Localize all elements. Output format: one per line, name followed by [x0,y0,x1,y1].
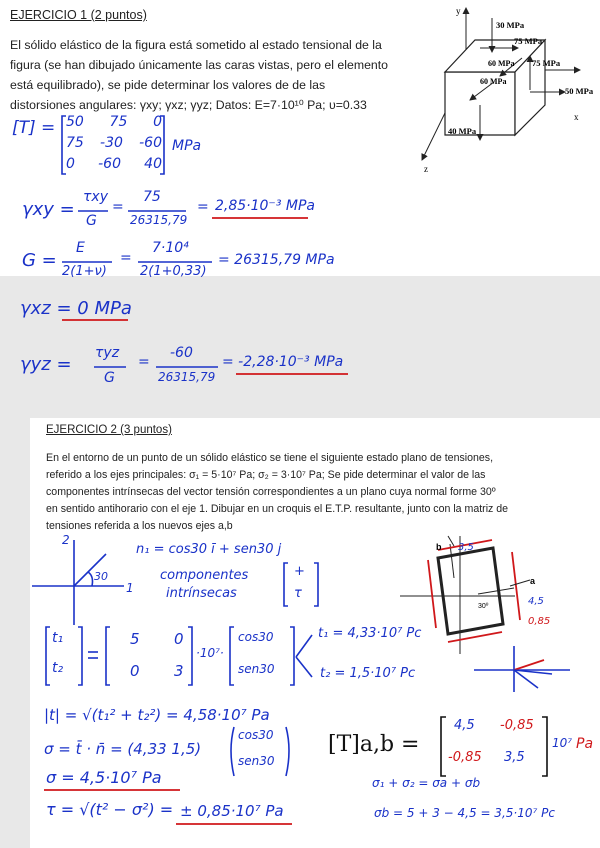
value-3-5: 3,5 [458,542,474,553]
label-50mpa: 50 MPa [565,86,594,96]
statement-line: El sólido elástico de la figura está sometido al estado tensional de la [10,38,382,52]
matrix-cell: 50 [66,114,84,130]
exercise-2-sheet [30,418,600,848]
statement-line: referido a los ejes principales: σ₁ = 5·10⁷ Pa; σ₂ = 3·10⁷ Pa; Se pide determinar el valor de las [46,469,486,481]
g-lhs: G = [22,250,57,271]
label-x: x [574,112,579,122]
axis-1-label: 1 [126,581,134,595]
gxy-lhs: γxy = [22,199,75,220]
g-den: 2(1+ν) [62,264,107,279]
statement-line: distorsiones angulares: γxy; γxz; γyz; Datos: E=7·10¹⁰ Pa; υ=0.33 [10,98,367,112]
gxy-eq: = [112,199,124,215]
tab-power: 10⁷ [552,736,573,750]
exercise-1-title: EJERCICIO 1 (2 puntos) [10,8,147,22]
gyz-den: G [104,370,115,386]
sn-sen30: sen30 [238,754,275,768]
value-0-85: 0,85 [528,616,551,627]
cos30: cos30 [238,630,274,644]
t2-symbol: t₂ [52,660,64,676]
tab-label: [T]a,b = [328,732,420,757]
ex2-underlines [30,418,600,848]
axis-b-label: b [436,542,442,552]
statement-line: figura (se han dibujado únicamente las caras vistas, pero el elemento [10,58,389,72]
sig-matrix-cell: 0 [174,630,184,648]
power-factor: ·10⁷· [196,646,224,660]
statement-line: En el entorno de un punto de un sólido elástico se tiene el siguiente estado plano de tensiones, [46,452,494,464]
matrix-cell: 0 [66,156,75,172]
tab-cell: -0,85 [500,718,534,733]
matrix-cell: 40 [144,156,162,172]
gyz-lhs: γyz = [20,354,72,375]
sigma-dot-equation: σ = t̄ · n̄ = (4,33 1,5) [44,740,202,758]
tab-cell: 4,5 [454,718,475,733]
statement-line: componentes intrínsecas del vector tensión correspondientes a un plano cuya normal forme 30º [46,486,496,498]
sen30: sen30 [238,662,275,676]
gyz-num2: -60 [170,345,193,361]
tau-result: ± 0,85·10⁷ Pa [180,802,284,820]
sig-matrix-cell: 5 [130,630,140,648]
tau-equation: τ = √(t² − σ²) = [46,800,174,819]
t1-result: t₁ = 4,33·10⁷ Pc [318,626,422,641]
tab-unit: Pa [576,736,594,752]
exercise-2-title: EJERCICIO 2 (3 puntos) [46,424,172,436]
gxz-equation: γxz = 0 MPa [20,298,132,319]
matrix-label: [T] = [12,118,56,138]
modulus-equation: |t| = √(t₁² + t₂²) = 4,58·10⁷ Pa [44,706,270,724]
matrix-cell: -60 [139,135,162,151]
t2-result: t₂ = 1,5·10⁷ Pc [320,666,416,681]
label-75mpa-side: 75 MPa [532,58,561,68]
tab-cell: -0,85 [448,750,482,765]
gxy-result: 2,85·10⁻³ MPa [215,198,315,214]
g-result: = 26315,79 MPa [218,252,335,268]
matrix-unit: MPa [172,138,202,154]
sketch-angle: 30º [478,603,489,610]
t1-symbol: t₁ [52,630,64,646]
g-den2: 2(1+0,33) [140,264,207,279]
g-num: E [76,240,85,256]
gxy-num: τxy [83,189,108,205]
value-4-5: 4,5 [528,596,544,607]
matrix-cell: 75 [66,135,84,151]
comp-vec-sigma: + [294,564,305,579]
sig-matrix-cell: 3 [174,662,184,680]
sigma-sum-equation: σ₁ + σ₂ = σa + σb [372,776,481,790]
g-eq: = [120,250,132,266]
components-label-1: componentes [160,568,249,583]
statement-line: tensiones referida a los nuevos ejes a,b [46,520,233,532]
sigma-result: σ = 4,5·10⁷ Pa [46,768,162,787]
gxy-eq2: = [197,199,209,215]
axis-2-label: 2 [62,533,70,547]
sig-matrix-cell: 0 [130,662,140,680]
label-z: z [424,164,428,174]
gxy-den: G [86,213,97,229]
matrix-cell: 75 [109,114,128,130]
gyz-den2: 26315,79 [158,370,216,384]
label-30mpa: 30 MPa [496,20,525,30]
tab-cell: 3,5 [504,750,525,765]
g-num2: 7·10⁴ [152,240,189,256]
gyz-eq: = [138,354,150,370]
matrix-cell: -60 [98,156,121,172]
matrix-cell: 0 [153,114,162,130]
angle-30-label: 30 [94,570,108,583]
label-60mpa-front: 60 MPa [480,77,507,86]
statement-line: está equilibrado), se pide determinar los valores de de las [10,78,326,92]
axis-a-label: a [530,576,536,586]
label-60mpa-top: 60 MPa [488,59,515,68]
sigma-b-equation: σb = 5 + 3 − 4,5 = 3,5·10⁷ Pc [374,806,555,820]
gyz-result: = -2,28·10⁻³ MPa [222,354,344,370]
components-label-2: intrínsecas [166,586,237,601]
comp-vec-tau: τ [294,586,302,601]
label-y: y [456,6,461,16]
gxy-den2: 26315,79 [130,213,188,227]
statement-line: en sentido antihorario con el eje 1. Dibujar en un croquis el E.T.P. resultante, junto con la matriz de [46,503,509,515]
matrix-cell: -30 [100,135,123,151]
label-40mpa: 40 MPa [448,126,477,136]
normal-vector-eq: n₁ = cos30 ī + sen30 j [136,542,282,557]
gyz-num: τyz [95,345,120,361]
label-75mpa-top: 75 MPa [514,36,543,46]
sn-cos30: cos30 [238,728,274,742]
gxy-num2: 75 [143,189,161,205]
